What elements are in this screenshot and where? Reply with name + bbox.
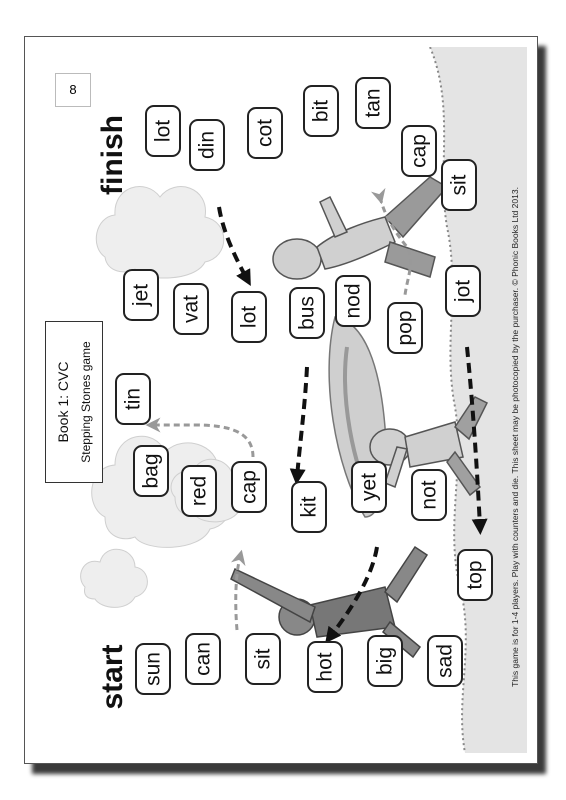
stepping-stone[interactable]: tin (115, 373, 151, 425)
stepping-stone[interactable]: cot (247, 107, 283, 159)
stepping-stone[interactable]: cap (401, 125, 437, 177)
stepping-stone[interactable]: not (411, 469, 447, 521)
title-line-1: Book 1: CVC (55, 361, 71, 443)
stepping-stone[interactable]: sun (135, 643, 171, 695)
footer-note: This game is for 1-4 players. Play with counters and die. This sheet may be photocopied by the purchaser. © Phonic Books Ltd 2013. (509, 187, 520, 687)
finish-label: finish (96, 115, 129, 195)
game-sheet (24, 36, 538, 764)
stepping-stone[interactable]: yet (351, 461, 387, 513)
stepping-stone[interactable]: jot (445, 265, 481, 317)
stepping-stone[interactable]: tan (355, 77, 391, 129)
page-number: 8 (55, 73, 91, 107)
start-label: start (96, 644, 129, 710)
stepping-stone[interactable]: pop (387, 302, 423, 354)
stepping-stone[interactable]: bit (303, 85, 339, 137)
game-board (35, 47, 527, 753)
stepping-stone[interactable]: red (181, 465, 217, 517)
title-box (45, 321, 103, 483)
stepping-stone[interactable]: nod (335, 275, 371, 327)
stepping-stone[interactable]: sit (245, 633, 281, 685)
stepping-stone[interactable]: bag (133, 445, 169, 497)
stepping-stone[interactable]: jet (123, 269, 159, 321)
stepping-stone[interactable]: vat (173, 283, 209, 335)
stepping-stone[interactable]: can (185, 633, 221, 685)
stepping-stone[interactable]: top (457, 549, 493, 601)
stepping-stone[interactable]: sad (427, 635, 463, 687)
stepping-stone[interactable]: hot (307, 641, 343, 693)
stepping-stone[interactable]: bus (289, 287, 325, 339)
title-line-2: Stepping Stones game (79, 341, 93, 463)
stepping-stone[interactable]: cap (231, 461, 267, 513)
stepping-stone[interactable]: lot (145, 105, 181, 157)
stepping-stone[interactable]: kit (291, 481, 327, 533)
stepping-stone[interactable]: sit (441, 159, 477, 211)
stepping-stone[interactable]: lot (231, 291, 267, 343)
stepping-stone[interactable]: din (189, 119, 225, 171)
stepping-stone[interactable]: big (367, 635, 403, 687)
